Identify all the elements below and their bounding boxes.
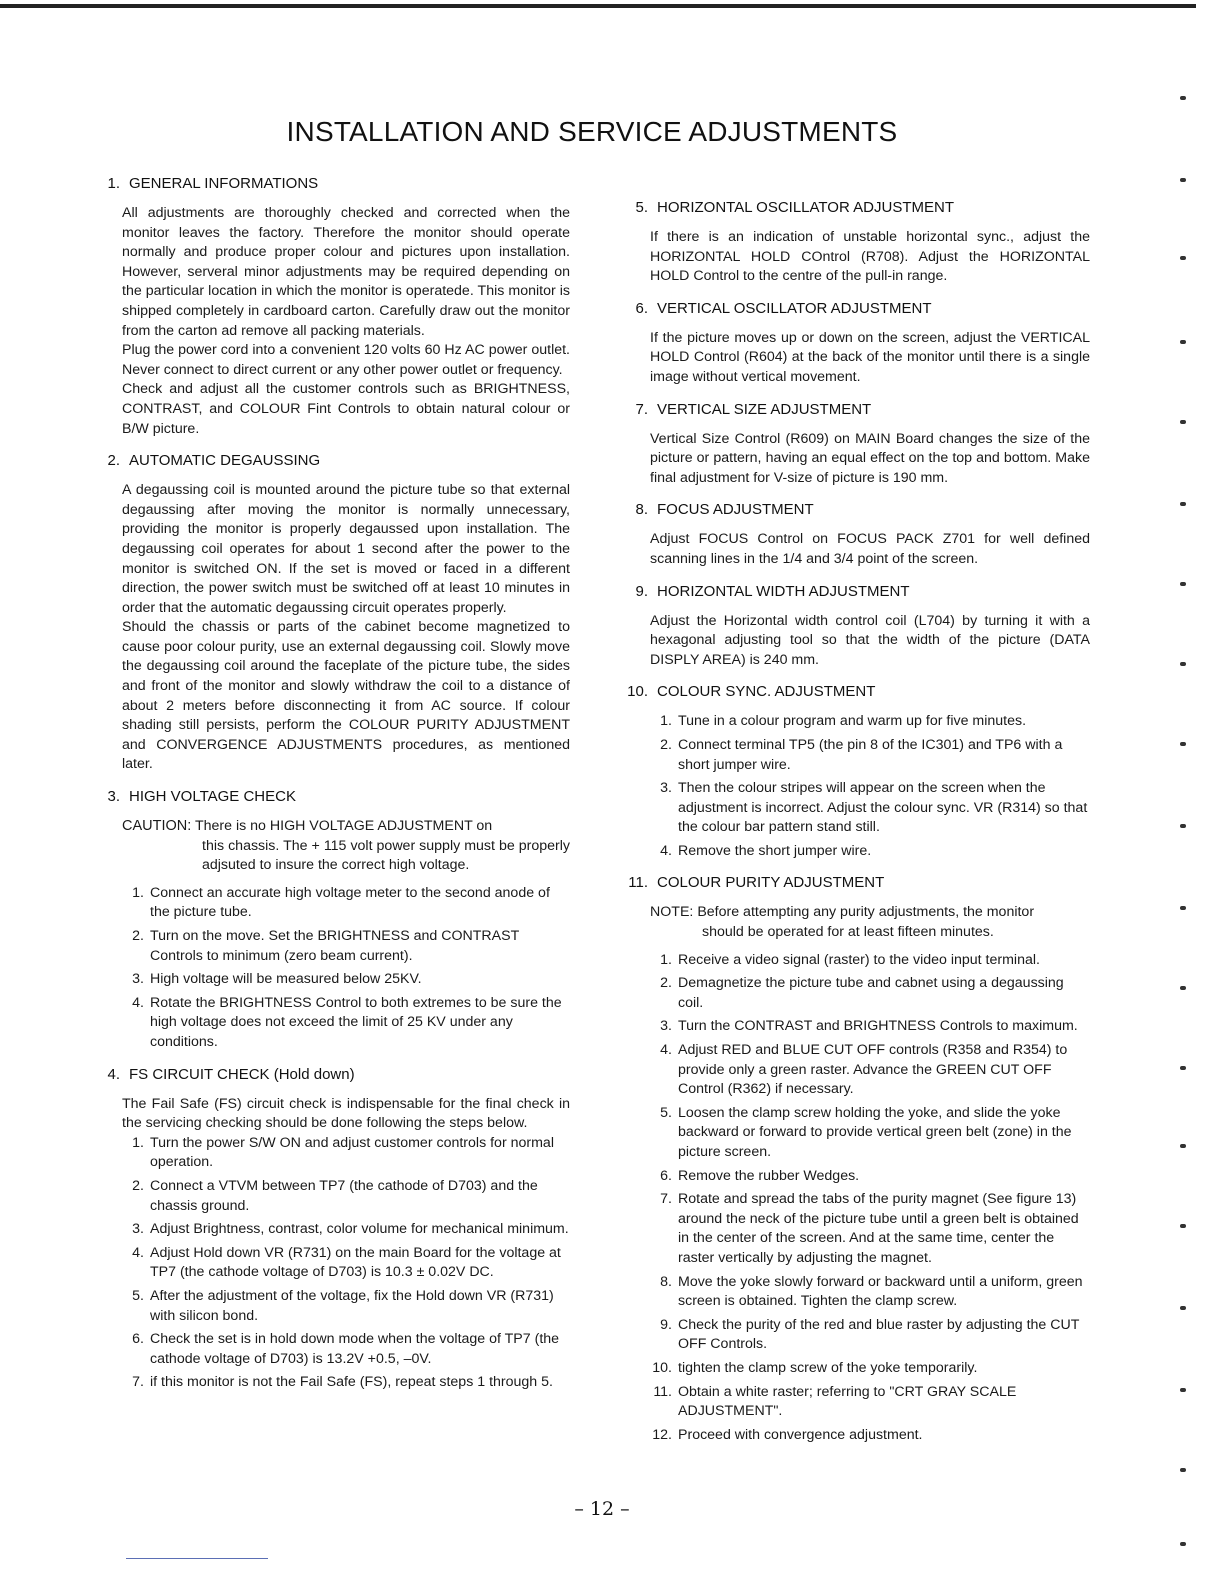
section-body: [650, 228, 1090, 287]
note-label: NOTE:: [650, 904, 694, 921]
section-number: 9.: [635, 582, 648, 600]
step-number: 5.: [660, 1104, 672, 1121]
list-item: [650, 1190, 1090, 1268]
step-number: 1.: [660, 951, 672, 968]
list-item: [122, 1287, 570, 1326]
step-text: High voltage will be measured below 25KV.: [150, 971, 422, 988]
margin-mark: [1180, 1468, 1186, 1472]
step-text: Demagnetize the picture tube and cabnet using a degaussing coil.: [678, 975, 1064, 1011]
step-number: 6.: [132, 1331, 144, 1348]
top-rule: [0, 4, 1196, 8]
caution-note: [122, 817, 570, 876]
section-title: FS CIRCUIT CHECK (Hold down): [129, 1065, 355, 1083]
step-number: 4.: [132, 994, 144, 1011]
paragraph: If the picture moves up or down on the screen, adjust the VERTICAL HOLD Control (R604) at the back of the monitor until there is a single image without vertical movement.: [650, 329, 1090, 385]
step-number: 3.: [132, 1221, 144, 1238]
step-number: 9.: [660, 1316, 672, 1333]
section-colour-sync: [620, 682, 1090, 861]
left-column: [92, 174, 570, 1405]
list-item: [650, 1383, 1090, 1422]
section-body: [650, 430, 1090, 489]
list-item: [650, 842, 1090, 862]
list-item: [122, 884, 570, 923]
section-heading: [620, 500, 1090, 520]
section-title: VERTICAL SIZE ADJUSTMENT: [657, 400, 872, 418]
step-text: if this monitor is not the Fail Safe (FS), repeat steps 1 through 5.: [150, 1374, 553, 1391]
section-heading: [620, 299, 1090, 319]
section-title: COLOUR PURITY ADJUSTMENT: [657, 874, 885, 892]
caution-text-line1: There is no HIGH VOLTAGE ADJUSTMENT on: [194, 818, 493, 835]
step-number: 7.: [132, 1374, 144, 1391]
section-heading: [620, 582, 1090, 602]
list-item: [650, 1426, 1090, 1446]
list-item: [650, 779, 1090, 838]
list-item: [122, 1177, 570, 1216]
step-number: 3.: [132, 971, 144, 988]
margin-mark: [1180, 824, 1186, 828]
list-item: [122, 1220, 570, 1240]
section-high-voltage-check: [92, 787, 570, 1053]
list-item: [650, 736, 1090, 775]
section-title: GENERAL INFORMATIONS: [129, 175, 319, 192]
list-item: [650, 974, 1090, 1013]
section-title: COLOUR SYNC. ADJUSTMENT: [657, 683, 876, 701]
step-text: Rotate and spread the tabs of the purity magnet (See figure 13) around the neck of the picture tube until a green belt is obtained in the center of the screen. And at the same time, center the raster vertically by adjusting the magnet.: [678, 1191, 1079, 1266]
step-number: 2.: [660, 736, 672, 753]
step-text: Remove the short jumper wire.: [678, 842, 872, 859]
paragraph: A degaussing coil is mounted around the picture tube so that external degaussing after moving the monitor is normally unnecessary, providing the monitor is properly degaussed upon installation. The degaussing coil operates for about 1 second after the power to the monitor is switched ON. If the set is moved or faced in a different direction, the power switch must be switched off at least 10 minutes in order that the automatic degaussing circuit operates properly.: [122, 482, 570, 616]
margin-mark: [1180, 96, 1186, 100]
section-fs-circuit-check: [92, 1065, 570, 1393]
paragraph: Plug the power cord into a convenient 120 volts 60 Hz AC power outlet. Never connect to direct current or any other power outlet or frequency.: [122, 342, 570, 378]
section-heading: [92, 451, 570, 471]
section-heading: [620, 873, 1090, 893]
list-item: [650, 712, 1090, 732]
step-number: 4.: [660, 1042, 672, 1059]
section-title: VERTICAL OSCILLATOR ADJUSTMENT: [657, 299, 932, 317]
margin-mark: [1180, 582, 1186, 586]
section-number: 4.: [107, 1065, 120, 1083]
section-body: [650, 612, 1090, 671]
section-title: AUTOMATIC DEGAUSSING: [129, 452, 321, 470]
list-item: [650, 1167, 1090, 1187]
step-number: 1.: [132, 1134, 144, 1151]
step-text: Adjust Hold down VR (R731) on the main Board for the voltage at TP7 (the cathode voltage of D703) is 10.3 ± 0.02V DC.: [150, 1244, 561, 1281]
step-number: 8.: [660, 1273, 672, 1290]
section-title: FOCUS ADJUSTMENT: [657, 501, 814, 519]
step-number: 2.: [132, 1177, 144, 1194]
margin-mark: [1180, 662, 1186, 666]
section-body: [122, 1095, 570, 1134]
step-number: 10.: [652, 1359, 672, 1376]
section-number: 1.: [107, 175, 120, 192]
step-text: Connect terminal TP5 (the pin 8 of the IC301) and TP6 with a short jumper wire.: [678, 736, 1063, 773]
step-number: 7.: [660, 1191, 672, 1208]
step-text: Rotate the BRIGHTNESS Control to both extremes to be sure the high voltage does not exceed the limit of 25 KV under any conditions.: [150, 994, 562, 1050]
step-text: Turn on the move. Set the BRIGHTNESS and CONTRAST Controls to minimum (zero beam current).: [150, 928, 520, 964]
section-number: 11.: [628, 874, 648, 892]
step-number: 1.: [132, 884, 144, 901]
list-item: [650, 1017, 1090, 1037]
section-horizontal-oscillator: [620, 198, 1090, 287]
page-title: INSTALLATION AND SERVICE ADJUSTMENTS: [286, 116, 898, 147]
step-text: tighten the clamp screw of the yoke temporarily.: [678, 1359, 978, 1376]
paragraph: Adjust FOCUS Control on FOCUS PACK Z701 for well defined scanning lines in the 1/4 and 3/4 point of the screen.: [650, 531, 1090, 567]
section-number: 6.: [635, 299, 648, 317]
list-item: [122, 1134, 570, 1173]
section-body: [650, 530, 1090, 569]
step-number: 1.: [660, 713, 672, 730]
caution-label: CAUTION:: [122, 818, 192, 835]
list-item: [122, 1244, 570, 1283]
margin-mark: [1180, 1306, 1186, 1310]
list-item: [650, 1359, 1090, 1379]
margin-mark: [1180, 178, 1186, 182]
list-item: [122, 927, 570, 966]
margin-mark: [1180, 1224, 1186, 1228]
step-text: Proceed with convergence adjustment.: [678, 1426, 923, 1443]
margin-mark: [1180, 420, 1186, 424]
section-heading: [92, 1065, 570, 1085]
step-text: Check the set is in hold down mode when the voltage of TP7 (the cathode voltage of D703) is 13.2V +0.5, –0V.: [150, 1331, 560, 1367]
section-title: HORIZONTAL OSCILLATOR ADJUSTMENT: [657, 199, 954, 216]
step-list: [650, 712, 1090, 861]
step-number: 4.: [132, 1244, 144, 1261]
list-item: [122, 970, 570, 990]
bottom-rule: [126, 1558, 268, 1559]
section-horizontal-width: [620, 582, 1090, 671]
note-text-line1: Before attempting any purity adjustments, the monitor: [697, 904, 1035, 921]
step-text: Turn the power S/W ON and adjust customer controls for normal operation.: [150, 1134, 554, 1171]
section-automatic-degaussing: [92, 451, 570, 775]
step-text: Receive a video signal (raster) to the video input terminal.: [678, 951, 1040, 968]
step-number: 6.: [660, 1167, 672, 1184]
step-text: Connect a VTVM between TP7 (the cathode of D703) and the chassis ground.: [150, 1177, 538, 1214]
page-number: – 12 –: [574, 1498, 630, 1520]
note: [650, 903, 1090, 942]
section-body: [122, 481, 570, 775]
margin-mark: [1180, 1066, 1186, 1070]
section-number: 7.: [635, 400, 648, 418]
list-item: [650, 1104, 1090, 1163]
paragraph: All adjustments are thoroughly checked and corrected when the monitor leaves the factory. Therefore the monitor should operate normally and produce proper colour and pictures upon installation. However, serveral minor adjustments may be required depending on the particular location in which the monitor is operatede. This monitor is shipped completely in cardboard carton. Carefully draw out the monitor from the carton ad remove all packing materials.: [122, 205, 570, 339]
step-text: Adjust Brightness, contrast, color volume for mechanical minimum.: [150, 1221, 569, 1238]
margin-mark: [1180, 1542, 1186, 1546]
step-number: 4.: [660, 842, 672, 859]
paragraph: Check and adjust all the customer controls such as BRIGHTNESS, CONTRAST, and COLOUR Fint Controls to obtain natural colour or B/W picture.: [122, 381, 570, 437]
list-item: [122, 1373, 570, 1393]
section-heading: [620, 682, 1090, 702]
paragraph: The Fail Safe (FS) circuit check is indispensable for the final check in the servicing checking should be done following the steps below.: [122, 1095, 570, 1132]
section-number: 3.: [107, 788, 120, 806]
list-item: [122, 1330, 570, 1369]
step-text: Adjust RED and BLUE CUT OFF controls (R358 and R354) to provide only a green raster. Advance the GREEN CUT OFF Control (R362) if necessary.: [678, 1042, 1068, 1098]
section-heading: [92, 174, 570, 194]
step-list: [650, 951, 1090, 1446]
section-heading: [620, 400, 1090, 420]
step-text: Move the yoke slowly forward or backward until a uniform, green screen is obtained. Tighten the clamp screw.: [678, 1273, 1083, 1310]
step-text: Check the purity of the red and blue raster by adjusting the CUT OFF Controls.: [678, 1316, 1080, 1353]
step-text: Obtain a white raster; referring to "CRT GRAY SCALE ADJUSTMENT".: [678, 1383, 1017, 1420]
step-text: Turn the CONTRAST and BRIGHTNESS Controls to maximum.: [678, 1018, 1078, 1035]
step-number: 3.: [660, 780, 672, 797]
step-number: 2.: [660, 975, 672, 992]
list-item: [650, 1273, 1090, 1312]
margin-mark: [1180, 742, 1186, 746]
section-number: 2.: [107, 452, 120, 470]
list-item: [650, 1041, 1090, 1100]
step-text: Tune in a colour program and warm up for five minutes.: [678, 713, 1027, 730]
section-number: 8.: [635, 501, 648, 519]
section-heading: [620, 198, 1090, 218]
margin-mark: [1180, 906, 1186, 910]
margin-mark: [1180, 986, 1186, 990]
section-title: HIGH VOLTAGE CHECK: [129, 788, 296, 806]
margin-mark: [1180, 256, 1186, 260]
step-text: After the adjustment of the voltage, fix the Hold down VR (R731) with silicon bond.: [150, 1287, 554, 1324]
step-number: 12.: [652, 1426, 672, 1443]
step-list: [122, 884, 570, 1053]
step-number: 2.: [132, 928, 144, 944]
section-title: HORIZONTAL WIDTH ADJUSTMENT: [657, 582, 910, 600]
step-text: Remove the rubber Wedges.: [678, 1167, 860, 1184]
paragraph: Adjust the Horizontal width control coil (L704) by turning it with a hexagonal adjusting tool so that the width of the picture (DATA DISPLY AREA) is 240 mm.: [650, 612, 1090, 668]
section-focus: [620, 500, 1090, 569]
step-text: Loosen the clamp screw holding the yoke, and slide the yoke backward or forward to provide vertical green belt (zone) in the picture screen.: [678, 1104, 1072, 1160]
margin-mark: [1180, 1388, 1186, 1392]
margin-mark: [1180, 502, 1186, 506]
step-list: [122, 1134, 570, 1393]
note-text-line2: should be operated for at least fifteen minutes.: [702, 924, 994, 941]
section-colour-purity: [620, 873, 1090, 1445]
caution-text-line2: this chassis. The + 115 volt power supply must be properly adjsuted to insure the correct high voltage.: [202, 837, 570, 874]
section-number: 10.: [627, 683, 648, 701]
section-vertical-oscillator: [620, 299, 1090, 388]
section-vertical-size: [620, 400, 1090, 489]
margin-mark: [1180, 340, 1186, 344]
section-body: [650, 329, 1090, 388]
paragraph: Should the chassis or parts of the cabinet become magnetized to cause poor colour purity, use an external degaussing coil. Slowly move the degaussing coil around the faceplate of the picture tube, the sides and front of the monitor and slowly withdraw the coil to a distance of about 2 meters before disconnecting it from AC source. If colour shading still persists, perform the COLOUR PURITY ADJUSTMENT and CONVERGENCE ADJUSTMENTS procedures, as mentioned later.: [122, 619, 570, 773]
section-number: 5.: [635, 199, 648, 216]
margin-mark: [1180, 1144, 1186, 1148]
paragraph: Vertical Size Control (R609) on MAIN Board changes the size of the picture or pattern, having an equal effect on the top and bottom. Make final adjustment for V-size of picture is 190 mm.: [650, 430, 1090, 486]
list-item: [122, 994, 570, 1053]
list-item: [650, 1316, 1090, 1355]
section-general-informations: [92, 174, 570, 439]
section-body: [122, 204, 570, 439]
step-number: 3.: [660, 1018, 672, 1035]
step-number: 11.: [653, 1383, 672, 1400]
right-column: [620, 198, 1090, 1457]
section-heading: [92, 787, 570, 807]
list-item: [650, 951, 1090, 971]
step-text: Connect an accurate high voltage meter to the second anode of the picture tube.: [150, 884, 550, 921]
paragraph: If there is an indication of unstable horizontal sync., adjust the HORIZONTAL HOLD COntrol (R708). Adjust the HORIZONTAL HOLD Control to the centre of the pull-in range.: [650, 229, 1090, 285]
step-number: 5.: [132, 1287, 144, 1304]
step-text: Then the colour stripes will appear on the screen when the adjustment is incorrect. Adjust the colour sync. VR (R314) so that the colour bar pattern stand still.: [678, 780, 1088, 836]
